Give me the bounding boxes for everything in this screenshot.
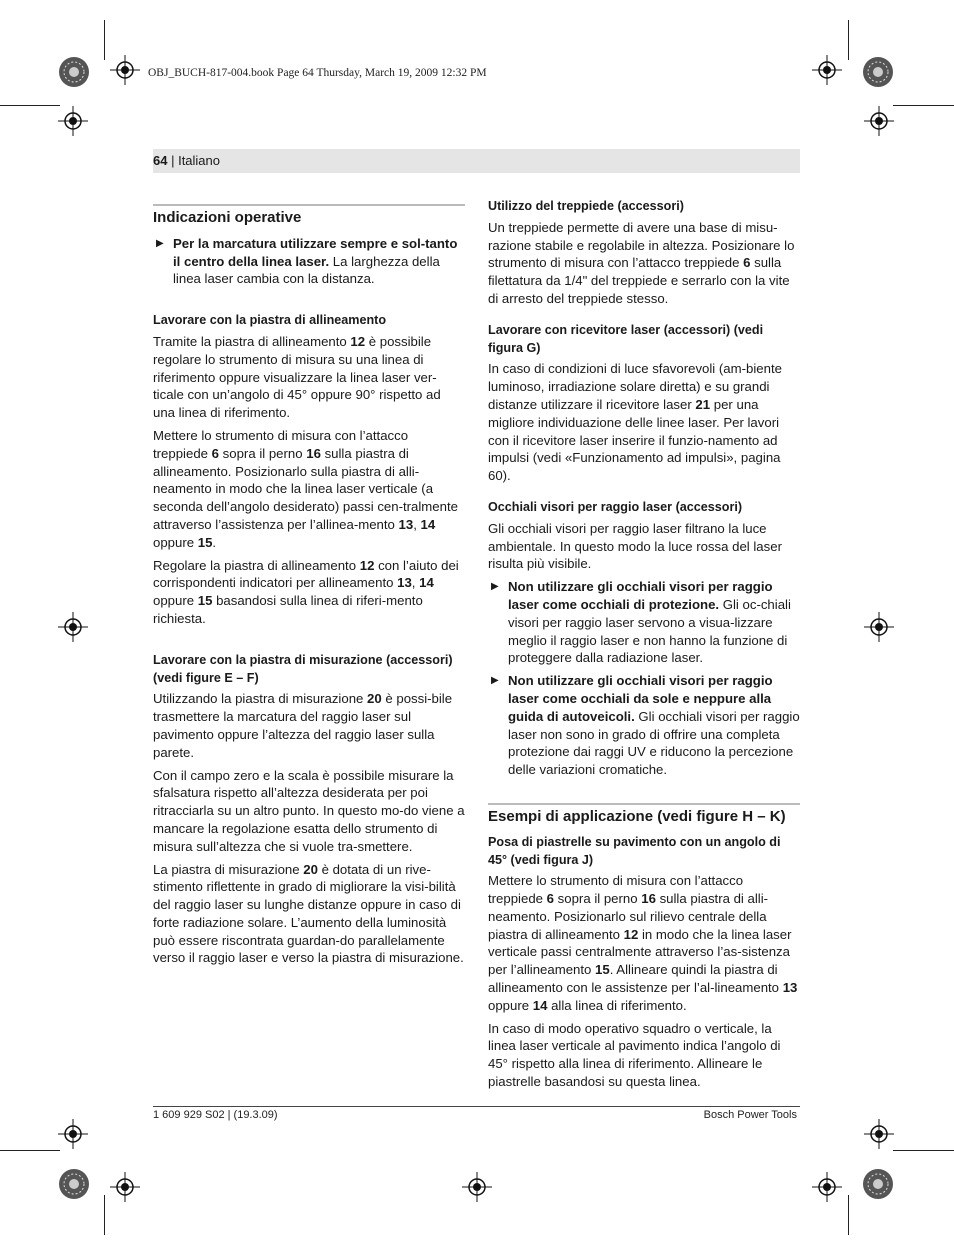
footer-rule (153, 1106, 800, 1107)
subheading: Utilizzo del treppiede (accessori) (488, 199, 684, 213)
bullet-text: La larghezza della linea laser cambia con la distanza. (173, 253, 440, 287)
registration-mark-icon (812, 1172, 842, 1202)
paragraph: Mettere lo strumento di misura con l’attacco treppiede 6 sopra il perno 16 sulla piastra di alli-neamento. Posizionarlo sul rilievo centrale della piastra di allineamento 12 in modo che la linea laser verticale passi centralmente attraverso l’as-sistenza per l’allineamento 15. Allineare quindi la piastra di allineamento con le assistenze per l’al-lineamento 13 oppure 14 alla linea di riferimento. (488, 873, 798, 1013)
color-wheel-icon (58, 56, 90, 88)
subheading: Lavorare con la piastra di allineamento (153, 313, 387, 328)
triangle-bullet-icon: ▶ (156, 237, 164, 249)
footer-doc-number: 1 609 929 S02 | (19.3.09) (153, 1109, 278, 1121)
paragraph: Utilizzando la piastra di misurazione 20 è possi-bile trasmettere la marcatura del raggio laser sul pavimento oppure l’altezza del raggio laser sulla parete. (153, 691, 453, 760)
registration-mark-icon (58, 106, 88, 136)
registration-mark-icon (58, 1119, 88, 1149)
paragraph: La piastra di misurazione 20 è dotata di un rive-stimento riflettente in grado di migliorare la visi-bilità del raggio laser su lunghe distanze oppure in caso di forte radiazione solare. L’aumento della luminosità può essere riscontrata guardan-do parallelamente verso il raggio laser e verso la piastra di misurazione. (153, 861, 464, 966)
page-header (153, 149, 800, 173)
paragraph: Con il campo zero e la scala è possibile misurare la sfalsatura rispetto all’altezza desiderata per poi ritracciarla su un altro punto. In questo mo-do viene a mancare la regolazione esatta dello strumento di misura sull’altezza che si vuole tra-smettere. (153, 767, 465, 854)
color-wheel-icon (862, 1168, 894, 1200)
footer-brand: Bosch Power Tools (703, 1109, 797, 1121)
paragraph: Un treppiede permette di avere una base di misu-razione stabile e regolabile in altezza. Posizionare lo strumento di misura con l’attacco treppiede 6 sulla filettatura da 1/4" del treppiede e serrarlo con la vite di arresto del treppiede stesso. (488, 219, 795, 306)
registration-mark-icon (864, 1119, 894, 1149)
print-slug: OBJ_BUCH-817-004.book Page 64 Thursday, March 19, 2009 12:32 PM (148, 67, 487, 79)
subheading: Posa di piastrelle su pavimento con un angolo di 45° (vedi figura J) (488, 834, 781, 867)
registration-mark-icon (462, 1172, 492, 1202)
bullet-item (488, 578, 800, 667)
registration-mark-icon (812, 55, 842, 85)
paragraph: Regolare la piastra di allineamento 12 con l’aiuto dei corrispondenti indicatori per allineamento 13, 14 oppure 15 basandosi sulla linea di riferi-mento richiesta. (153, 557, 459, 626)
bullet-item (153, 235, 465, 288)
registration-mark-icon (864, 106, 894, 136)
page-number: 64 (153, 153, 168, 168)
right-column (488, 198, 800, 1091)
bullet-item (488, 672, 800, 779)
paragraph: In caso di modo operativo squadro o verticale, la linea laser verticale al pavimento indica l’angolo di 45° rispetto alla linea di riferimento. Allineare le piastrelle basandosi su questa linea. (488, 1020, 781, 1090)
bullet-text: Non utilizzare gli occhiali visori per raggio laser come occhiali di protezione. Gli oc-chiali visori per raggio laser servono a visua-lizzare meglio il raggio laser e non hanno la funzione di proteggere dalla radiazione laser. (508, 579, 791, 666)
registration-mark-icon (58, 612, 88, 642)
subheading: Occhiali visori per raggio laser (accessori) (488, 499, 743, 514)
section-title: Indicazioni operative (153, 204, 465, 227)
paragraph: Mettere lo strumento di misura con l’attacco treppiede 6 sopra il perno 16 sulla piastra di allineamento. Posizionarlo sulla piastra di alli-neamento in modo che la linea laser verticale (a seconda dell’angolo desiderato) passi cen-tralmente attraverso l’assistenza per l’allinea-mento 13, 14 oppure 15. (153, 427, 458, 550)
color-wheel-icon (862, 56, 894, 88)
bullet-text: Non utilizzare gli occhiali visori per raggio laser come occhiali da sole e neppure alla guida di autoveicoli. Gli occhiali visori per raggio laser non sono in grado di offrire una completa protezione dai raggi UV e riducono la percezione delle variazioni cromatiche. (508, 673, 800, 778)
header-language: Italiano (178, 153, 220, 168)
section-title: Esempi di applicazione (vedi figure H – K) (488, 803, 800, 826)
subheading: Lavorare con la piastra di misurazione (accessori) (vedi figure E – F) (153, 652, 453, 685)
triangle-bullet-icon: ▶ (491, 675, 499, 687)
triangle-bullet-icon: ▶ (491, 581, 499, 593)
registration-mark-icon (864, 612, 894, 642)
registration-mark-icon (110, 55, 140, 85)
color-wheel-icon (58, 1168, 90, 1200)
bullet-bold-text: Per la marcatura utilizzare sempre e sol-tanto il centro della linea laser. (173, 235, 458, 269)
paragraph: Tramite la piastra di allineamento 12 è possibile regolare lo strumento di misura su una linea di riferimento oppure visualizzare la linea laser ver-ticale con un’angolo di 45° oppure 90° rispetto ad una linea di riferimento. (153, 333, 441, 421)
paragraph: In caso di condizioni di luce sfavorevoli (am-biente luminoso, irradiazione solare diretta) e su grandi distanze utilizzare il ricevitore laser 21 per una migliore individuazione delle linee laser. Per lavori con il ricevitore laser inserire il funzio-namento ad impulsi (vedi «Funzionamento ad impulsi», pagina 60). (488, 361, 782, 484)
header-separator: | (167, 153, 179, 168)
subheading: Lavorare con ricevitore laser (accessori) (vedi figura G) (488, 322, 764, 355)
paragraph: Gli occhiali visori per raggio laser filtrano la luce ambientale. In questo modo la luce rossa del laser risulta più visibile. (488, 520, 782, 572)
left-column (153, 204, 465, 967)
registration-mark-icon (110, 1172, 140, 1202)
